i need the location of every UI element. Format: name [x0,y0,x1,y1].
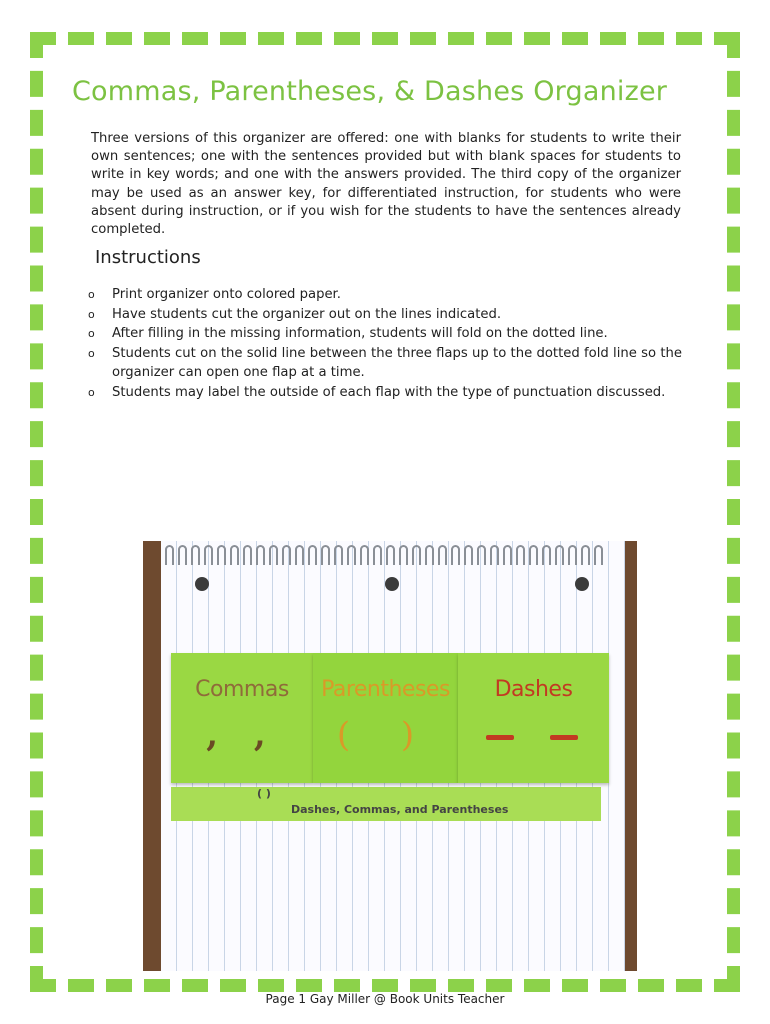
bullet-icon: o [88,385,95,399]
list-item [88,324,682,344]
spiral-ring [347,545,356,565]
comma-symbols: , , [206,715,278,755]
bullet-icon: o [88,327,95,340]
spiral-ring [165,545,174,565]
list-item-text: After filling in the missing information, students will fold on the dotted line. [112,326,608,341]
instructions-heading: Instructions [95,247,201,268]
organizer-photo [143,541,637,971]
punch-hole [195,577,209,591]
flap-label: Parentheses [321,677,450,702]
spiral-ring [399,545,408,565]
spiral-ring [321,545,330,565]
page-footer: Page 1 Gay Miller @ Book Units Teacher [265,992,505,1006]
spiral-ring [230,545,239,565]
page-title: Commas, Parentheses, & Dashes Organizer [72,76,668,107]
spiral-ring [490,545,499,565]
flap-label: Commas [195,677,289,702]
list-item-text: Print organizer onto colored paper. [112,287,341,302]
spiral-ring [191,545,200,565]
spiral-ring [594,545,603,565]
spiral-ring [295,545,304,565]
list-item-text: Students cut on the solid line between the three flaps up to the dotted fold line so the organizer can open one flap at a time. [112,345,682,380]
spiral-ring [282,545,291,565]
punch-hole [385,577,399,591]
list-item-text: Have students cut the organizer out on the lines indicated. [112,306,502,322]
spiral-ring [217,545,226,565]
parentheses-symbols: ( ) [336,715,435,755]
spiral-ring [334,545,343,565]
list-item [88,383,682,403]
flap-commas [171,653,313,783]
spiral-ring [412,545,421,565]
bullet-icon: o [88,346,95,360]
bullet-icon: o [88,307,95,321]
spiral-ring [451,545,460,565]
spiral-ring [243,545,252,565]
spiral-ring [373,545,382,565]
spiral-ring [386,545,395,565]
list-item [88,285,682,305]
spiral-ring [256,545,265,565]
dash-symbol [550,735,578,740]
spiral-ring [555,545,564,565]
spiral-ring [204,545,213,565]
flap-dashes [458,653,609,783]
list-item [88,344,682,383]
spiral-ring [178,545,187,565]
spiral-ring [269,545,278,565]
spiral-ring [308,545,317,565]
list-item-text: Students may label the outside of each flap with the type of punctuation discussed. [112,384,666,400]
spiral-ring [529,545,538,565]
spiral-ring [477,545,486,565]
instructions-list [88,285,682,402]
strip-text: Dashes, Commas, and Parentheses [291,803,509,816]
spiral-ring [516,545,525,565]
spiral-ring [581,545,590,565]
intro-paragraph: Three versions of this organizer are offered: one with blanks for students to write their own sentences; one with the sentences provided but with blank spaces for students to write in key words; and one with the answers provided. The third copy of the organizer may be used as an answer key, for differentiated instruction, for students who were absent during instruction, or if you wish for the students to have the sentences already completed. [91,131,681,238]
flap-parentheses [313,653,458,783]
list-item [88,305,682,325]
spiral-ring [425,545,434,565]
spiral-ring [438,545,447,565]
spiral-binding [161,545,625,567]
dash-symbol [486,735,514,740]
strip-marks: ( ) [257,787,271,800]
spiral-ring [568,545,577,565]
flap-label: Dashes [494,677,573,702]
spiral-ring [542,545,551,565]
spiral-ring [464,545,473,565]
bullet-icon: o [88,288,95,301]
spiral-ring [503,545,512,565]
punch-hole [575,577,589,591]
spiral-ring [360,545,369,565]
